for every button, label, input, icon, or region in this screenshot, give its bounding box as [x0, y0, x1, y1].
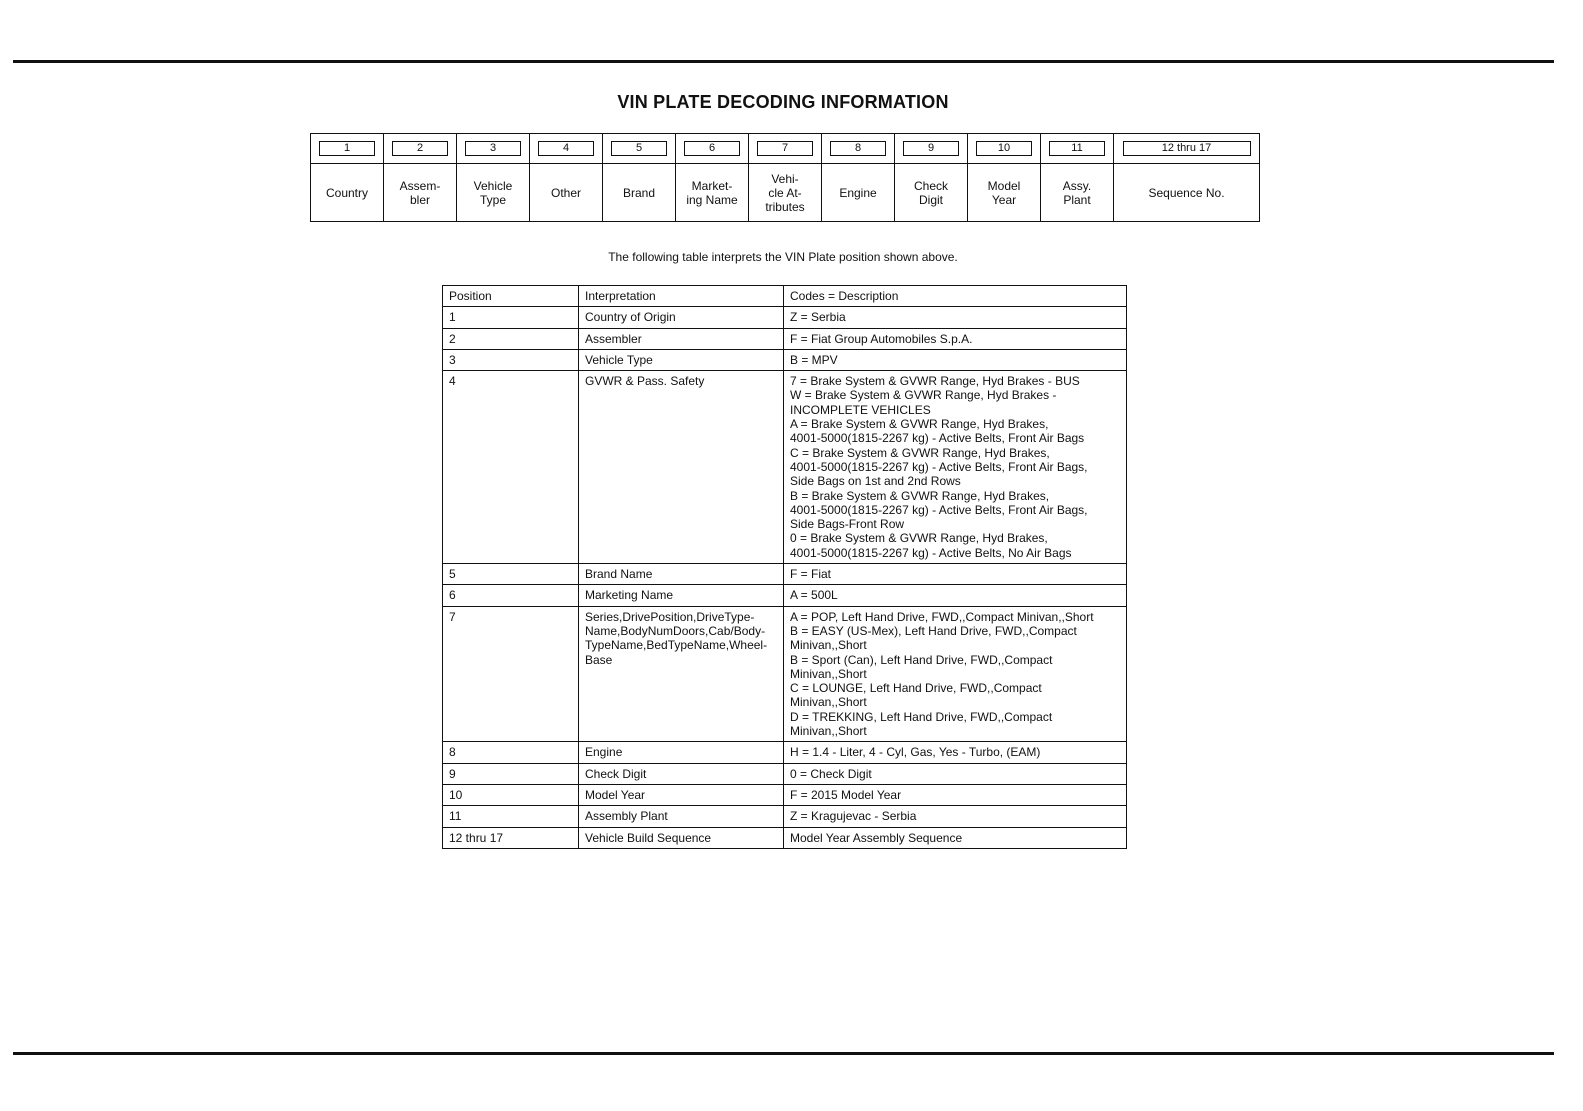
vin-position-number: 2 — [392, 141, 448, 156]
position-cell: 7 — [443, 606, 579, 742]
codes-cell: Z = Kragujevac - Serbia — [784, 806, 1127, 827]
table-row — [443, 763, 1127, 784]
interpretation-cell: Vehicle Build Sequence — [579, 827, 784, 848]
top-rule — [13, 60, 1554, 63]
vin-position-label: Brand — [603, 164, 676, 222]
codes-cell: Model Year Assembly Sequence — [784, 827, 1127, 848]
interpretation-cell: Assembly Plant — [579, 806, 784, 827]
table-row — [443, 827, 1127, 848]
interpretation-cell: Check Digit — [579, 763, 784, 784]
intro-text: The following table interprets the VIN Plate position shown above. — [608, 250, 958, 264]
vin-number-row — [311, 134, 1260, 164]
vin-position-label: Vehi- cle At- tributes — [749, 164, 822, 222]
vin-position-label: Check Digit — [895, 164, 968, 222]
position-cell: 10 — [443, 784, 579, 805]
position-cell: 4 — [443, 371, 579, 564]
table-row — [443, 564, 1127, 585]
vin-position-number: 5 — [611, 141, 667, 156]
vin-position-label: Vehicle Type — [457, 164, 530, 222]
vin-position-number: 10 — [976, 141, 1032, 156]
vin-label-row — [311, 164, 1260, 222]
table-row — [443, 349, 1127, 370]
vin-position-number: 8 — [830, 141, 886, 156]
vin-position-strip — [310, 133, 1260, 222]
table-row — [443, 806, 1127, 827]
table-row — [443, 784, 1127, 805]
interpretation-cell: Vehicle Type — [579, 349, 784, 370]
codes-cell: F = Fiat — [784, 564, 1127, 585]
vin-position-number: 11 — [1049, 141, 1105, 156]
vin-position-number: 6 — [684, 141, 740, 156]
codes-cell: 7 = Brake System & GVWR Range, Hyd Brakes - BUS W = Brake System & GVWR Range, Hyd Brakes - INCOMPLETE VEHICLES A = Brake System & GVWR Range, Hyd Brakes, 4001-5000(1815-2267 kg) - Active Belts, Front Air Bags C = Brake System & GVWR Range, Hyd Brakes, 4001-5000(1815-2267 kg) - Active Belts, Front Air Bags, Side Bags on 1st and 2nd Rows B = Brake System & GVWR Range, Hyd Brakes, 4001-5000(1815-2267 kg) - Active Belts, Front Air Bags, Side Bags-Front Row 0 = Brake System & GVWR Range, Hyd Brakes, 4001-5000(1815-2267 kg) - Active Belts, No Air Bags — [784, 371, 1127, 564]
vin-position-label: Sequence No. — [1114, 164, 1260, 222]
position-cell: 2 — [443, 328, 579, 349]
interpretation-cell: GVWR & Pass. Safety — [579, 371, 784, 564]
interpretation-cell: Marketing Name — [579, 585, 784, 606]
position-cell: 5 — [443, 564, 579, 585]
bottom-rule — [13, 1052, 1554, 1055]
codes-cell: A = POP, Left Hand Drive, FWD,,Compact Minivan,,Short B = EASY (US-Mex), Left Hand Drive, FWD,,Compact Minivan,,Short B = Sport (Can), Left Hand Drive, FWD,,Compact Minivan,,Short C = LOUNGE, Left Hand Drive, FWD,,Compact Minivan,,Short D = TREKKING, Left Hand Drive, FWD,,Compact Minivan,,Short — [784, 606, 1127, 742]
vin-position-label: Engine — [822, 164, 895, 222]
table-row — [443, 606, 1127, 742]
codes-cell: 0 = Check Digit — [784, 763, 1127, 784]
position-cell: 1 — [443, 307, 579, 328]
table-row — [443, 328, 1127, 349]
codes-cell: F = Fiat Group Automobiles S.p.A. — [784, 328, 1127, 349]
position-cell: 6 — [443, 585, 579, 606]
vin-position-label: Assy. Plant — [1041, 164, 1114, 222]
interpretation-cell: Engine — [579, 742, 784, 763]
column-header: Position — [443, 286, 579, 307]
position-cell: 11 — [443, 806, 579, 827]
position-cell: 9 — [443, 763, 579, 784]
table-row — [443, 742, 1127, 763]
table-row — [443, 307, 1127, 328]
vin-position-number: 12 thru 17 — [1123, 141, 1251, 156]
vin-position-number: 9 — [903, 141, 959, 156]
position-cell: 8 — [443, 742, 579, 763]
vin-position-label: Market- ing Name — [676, 164, 749, 222]
interpretation-table — [442, 285, 1127, 849]
vin-position-label: Model Year — [968, 164, 1041, 222]
codes-cell: Z = Serbia — [784, 307, 1127, 328]
codes-cell: B = MPV — [784, 349, 1127, 370]
vin-position-number: 3 — [465, 141, 521, 156]
table-header-row — [443, 286, 1127, 307]
interpretation-cell: Series,DrivePosition,DriveType- Name,BodyNumDoors,Cab/Body- TypeName,BedTypeName,Wheel- Base — [579, 606, 784, 742]
interpretation-cell: Assembler — [579, 328, 784, 349]
codes-cell: A = 500L — [784, 585, 1127, 606]
table-row — [443, 585, 1127, 606]
vin-position-number: 7 — [757, 141, 813, 156]
interpretation-cell: Model Year — [579, 784, 784, 805]
column-header: Interpretation — [579, 286, 784, 307]
codes-cell: F = 2015 Model Year — [784, 784, 1127, 805]
interpretation-cell: Brand Name — [579, 564, 784, 585]
vin-position-number: 4 — [538, 141, 594, 156]
vin-position-label: Other — [530, 164, 603, 222]
position-cell: 12 thru 17 — [443, 827, 579, 848]
page-title: VIN PLATE DECODING INFORMATION — [617, 92, 949, 112]
vin-position-label: Assem- bler — [384, 164, 457, 222]
codes-cell: H = 1.4 - Liter, 4 - Cyl, Gas, Yes - Turbo, (EAM) — [784, 742, 1127, 763]
position-cell: 3 — [443, 349, 579, 370]
column-header: Codes = Description — [784, 286, 1127, 307]
interpretation-cell: Country of Origin — [579, 307, 784, 328]
vin-position-label: Country — [311, 164, 384, 222]
table-row — [443, 371, 1127, 564]
vin-position-number: 1 — [319, 141, 375, 156]
